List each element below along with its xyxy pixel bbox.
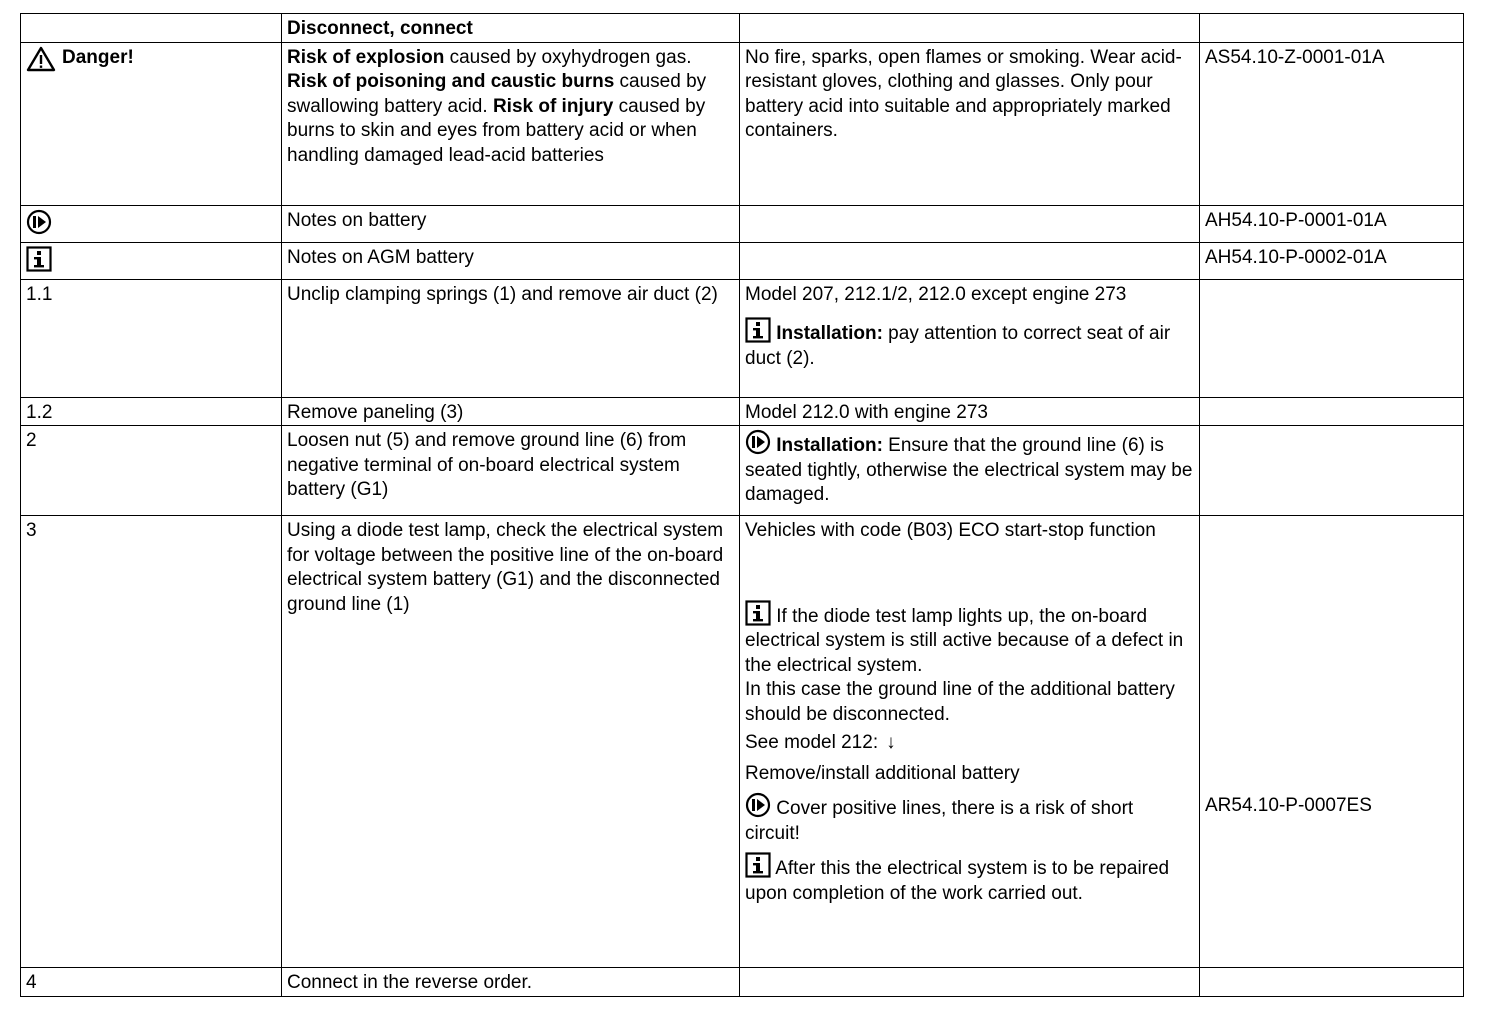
- step-number: 2: [21, 426, 282, 516]
- remove-install-ref[interactable]: AR54.10-P-0007ES: [1205, 795, 1372, 816]
- info-icon: [745, 600, 771, 626]
- info-icon: [26, 246, 52, 272]
- notes-battery-row: [21, 205, 1464, 242]
- notes-battery-text: Notes on battery: [282, 205, 740, 242]
- step-notes: Installation: Ensure that the ground line (6) is seated tightly, otherwise the electrical system may be damaged.: [740, 426, 1200, 516]
- step-notes: Model 207, 212.1/2, 212.0 except engine 273 Installation: pay attention to correct seat of air duct (2).: [740, 279, 1200, 397]
- step-notes: Model 212.0 with engine 273: [740, 397, 1200, 426]
- step-notes: Vehicles with code (B03) ECO start-stop function If the diode test lamp lights up, the on-board electrical system is still active because of a defect in the electrical system. In this case the ground line of the additional battery should be disconnected. See model 212: ↓ Remove/install additional battery Cover positive lines, there is a risk of short circuit! After this the electrical system is to be repaired upon completion of the work carried out.: [740, 516, 1200, 968]
- step-row: [21, 516, 1464, 968]
- remove-install-ref-cell: [1200, 516, 1464, 968]
- danger-ref[interactable]: AS54.10-Z-0001-01A: [1200, 42, 1464, 205]
- notes-agm-ref[interactable]: AH54.10-P-0002-01A: [1200, 242, 1464, 279]
- info-icon: [745, 852, 771, 878]
- step-action: Using a diode test lamp, check the electrical system for voltage between the positive line of the on-board electrical system battery (G1) and the disconnected ground line (1): [282, 516, 740, 968]
- step-action: Unclip clamping springs (1) and remove air duct (2): [282, 279, 740, 397]
- step-row: [21, 397, 1464, 426]
- notes-agm-text: Notes on AGM battery: [282, 242, 740, 279]
- step-number: 3: [21, 516, 282, 968]
- note-arrow-icon: [745, 792, 771, 818]
- step-action: Connect in the reverse order.: [282, 968, 740, 997]
- arrow-down-icon: ↓: [886, 732, 896, 753]
- note-arrow-icon: [26, 209, 52, 235]
- note-arrow-icon: [745, 429, 771, 455]
- warning-triangle-icon: [26, 46, 56, 72]
- danger-measures: No fire, sparks, open flames or smoking. Wear acid-resistant gloves, clothing and glasses. Only pour battery acid into suitable and appropriately marked containers.: [740, 42, 1200, 205]
- procedure-table: [20, 13, 1464, 997]
- danger-row: [21, 42, 1464, 205]
- step-number: 1.1: [21, 279, 282, 397]
- notes-agm-row: [21, 242, 1464, 279]
- remove-install-link[interactable]: Remove/install additional battery: [745, 762, 1020, 784]
- step-action: Loosen nut (5) and remove ground line (6) from negative terminal of on-board electrical system battery (G1): [282, 426, 740, 516]
- danger-description: Risk of explosion caused by oxyhydrogen gas. Risk of poisoning and caustic burns caused by swallowing battery acid. Risk of injury caused by burns to skin and eyes from battery acid or when handling damaged lead-acid batteries: [282, 42, 740, 205]
- info-icon: [745, 317, 771, 343]
- step-row: [21, 426, 1464, 516]
- header-row: [21, 14, 1464, 43]
- step-number: 1.2: [21, 397, 282, 426]
- notes-battery-ref[interactable]: AH54.10-P-0001-01A: [1200, 205, 1464, 242]
- step-number: 4: [21, 968, 282, 997]
- danger-label: Danger!: [26, 46, 134, 72]
- section-title: Disconnect, connect: [282, 14, 740, 43]
- step-action: Remove paneling (3): [282, 397, 740, 426]
- step-row: [21, 968, 1464, 997]
- step-row: [21, 279, 1464, 397]
